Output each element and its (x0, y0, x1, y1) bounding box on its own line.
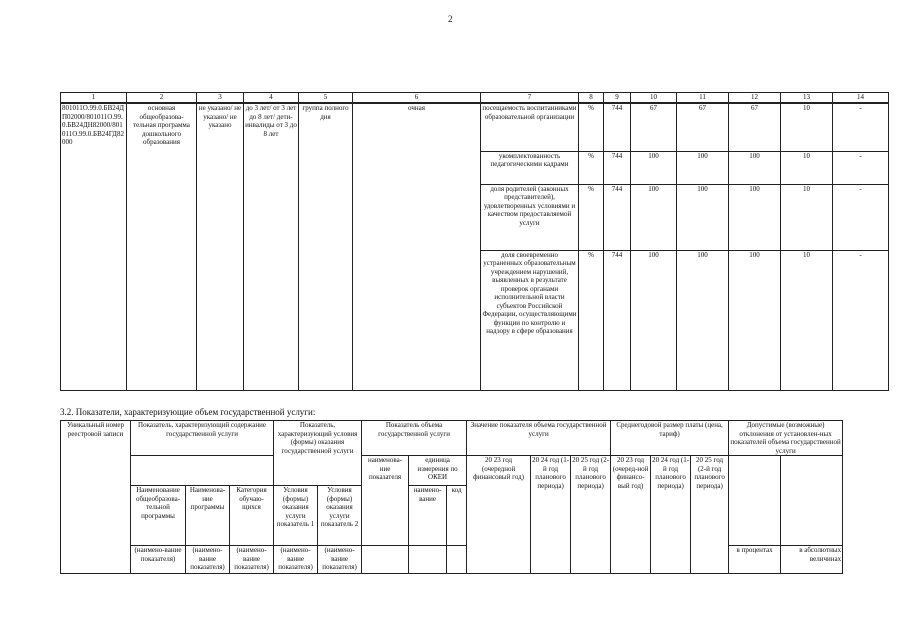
volume-name-header: наименова-ние показателя (362, 456, 409, 546)
program-cell: не указано/ не указано/ не указано (197, 103, 244, 390)
col-number: 9 (604, 93, 631, 104)
deviation-percent: 10 (781, 151, 833, 184)
content-sub-3: (наимено-вание показателя) (230, 546, 274, 574)
okei-code: 744 (604, 250, 631, 390)
fee-year-2-header: 20 24 год (1-й год планового периода) (651, 456, 691, 574)
col-number: 7 (481, 93, 579, 104)
col-number: 6 (353, 93, 481, 104)
value-year-2: 67 (677, 103, 729, 151)
student-category: до 3 лет/ от 3 лет до 8 лет/ дети-инвалиды от 3 до 8 лет (244, 103, 299, 390)
value-year-3: 100 (729, 184, 781, 250)
col-number: 2 (127, 93, 197, 104)
form-of-study: очная (353, 103, 481, 390)
value-year-3: 100 (729, 151, 781, 184)
table-header-row (61, 421, 843, 456)
indicator-name: посещаемость воспитанниками образовательной организации (481, 103, 579, 151)
value-year-2-header: 20 24 год (1-й год планового периода) (531, 456, 571, 574)
volume-empty (447, 546, 467, 574)
deviation-absolute-label: в абсолютных величинах (781, 546, 843, 574)
value-year-3: 100 (729, 250, 781, 390)
fee-year-3-header: 20 25 год (2-й год планового периода) (691, 456, 729, 574)
volume-unit-header: единица измерения по ОКЕИ (409, 456, 467, 486)
value-year-2: 100 (677, 250, 729, 390)
indicator-name: доля своевременно устраненных образовательным учреждением нарушений, выявленных в результате проверок органами исполнительной власти субъектов Российской Федерации, осуществляющими функции по контролю и надзору в сфере образования (481, 250, 579, 390)
value-year-1: 100 (631, 250, 677, 390)
deviation-percent: 10 (781, 250, 833, 390)
col-number: 13 (781, 93, 833, 104)
okei-code: 744 (604, 184, 631, 250)
deviation-absolute: - (833, 151, 889, 184)
unit-code-header: код (447, 486, 467, 546)
table-header-row (61, 456, 843, 486)
volume-empty (362, 546, 409, 574)
col-number: 10 (631, 93, 677, 104)
volume-empty (409, 546, 447, 574)
unit-name-header: наимено-вание (409, 486, 447, 546)
content-col-1: Наименование общеобразова-тельной программы (131, 486, 186, 546)
value-year-3: 67 (729, 103, 781, 151)
deviation-percent: 10 (781, 103, 833, 151)
condition-sub-2: (наимено-вание показателя) (318, 546, 362, 574)
value-year-3-header: 20 25 год (2-й год планового периода) (571, 456, 611, 574)
unit-name: % (579, 103, 604, 151)
deviation-absolute: - (833, 184, 889, 250)
registry-header: Уникальный номер реестровой записи (61, 421, 131, 574)
content-col-2: Наименова-ние программы (186, 486, 230, 546)
page-number: 2 (448, 14, 453, 24)
section-title: 3.2. Показатели, характеризующие объем государственной услуги: (60, 407, 316, 417)
col-number: 1 (61, 93, 127, 104)
deviation-absolute: - (833, 250, 889, 390)
condition-col-2: Условия (формы) оказания услуги показатель 2 (318, 486, 362, 546)
col-number: 3 (197, 93, 244, 104)
col-number: 14 (833, 93, 889, 104)
okei-code: 744 (604, 103, 631, 151)
value-year-1: 67 (631, 103, 677, 151)
registry-number: 801011О.99.0.БВ24ДП02000/801011О.99.0.БВ24ДН82000/801011О.99.0.БВ24ГД82000 (61, 103, 127, 390)
fee-year-1-header: 20 23 год (очеред-ной финансо-вый год) (611, 456, 651, 574)
deviation-absolute-header (781, 456, 843, 546)
deviation-header: Допустимые (возможные) отклонения от установлен-ных показателей объема государственной услуги (730, 421, 841, 455)
column-numbers-row (61, 93, 889, 104)
deviation-percent: 10 (781, 184, 833, 250)
indicator-name: укомплектованность педагогическими кадрами (481, 151, 579, 184)
value-year-1: 100 (631, 184, 677, 250)
conditions-header: Показатель, характеризующий условия (формы) оказания государственной услуги (274, 421, 362, 486)
content-sub-2: (наимено-вание показателя) (186, 546, 230, 574)
content-subheader (131, 456, 274, 486)
content-col-3: Категория обучаю-щихся (230, 486, 274, 546)
value-year-2: 100 (677, 151, 729, 184)
content-sub-1: (наимено-вание показателя) (131, 546, 186, 574)
col-number: 8 (579, 93, 604, 104)
value-header: Значение показателя объема государственной услуги (467, 421, 611, 456)
content-header: Показатель, характеризующий содержание государственной услуги (131, 421, 274, 456)
quality-indicators-table (60, 92, 889, 391)
table-row (61, 103, 889, 151)
deviation-percent-header (729, 456, 781, 546)
unit-name: % (579, 250, 604, 390)
volume-header: Показатель объема государственной услуги (362, 421, 467, 456)
condition-col-1: Условия (формы) оказания услуги показатель 1 (274, 486, 318, 546)
col-number: 12 (729, 93, 781, 104)
condition-sub-1: (наимено-вание показателя) (274, 546, 318, 574)
value-year-1: 100 (631, 151, 677, 184)
deviation-absolute: - (833, 103, 889, 151)
program-name: основная общеобразова-тельная программа дошкольного образования (127, 103, 197, 390)
okei-code: 744 (604, 151, 631, 184)
value-year-1-header: 20 23 год (очередной финансовый год) (467, 456, 531, 574)
condition-group: группа полного дня (299, 103, 353, 390)
col-number: 5 (299, 93, 353, 104)
indicator-name: доля родителей (законных представителей), удовлетворенных условиями и качеством предоставляемой услуги (481, 184, 579, 250)
deviation-percent-label: в процентах (729, 546, 781, 574)
volume-indicators-table (60, 420, 843, 574)
col-number: 11 (677, 93, 729, 104)
fee-header: Среднегодовой размер платы (цена, тариф) (611, 421, 729, 456)
unit-name: % (579, 184, 604, 250)
value-year-2: 100 (677, 184, 729, 250)
unit-name: % (579, 151, 604, 184)
col-number: 4 (244, 93, 299, 104)
